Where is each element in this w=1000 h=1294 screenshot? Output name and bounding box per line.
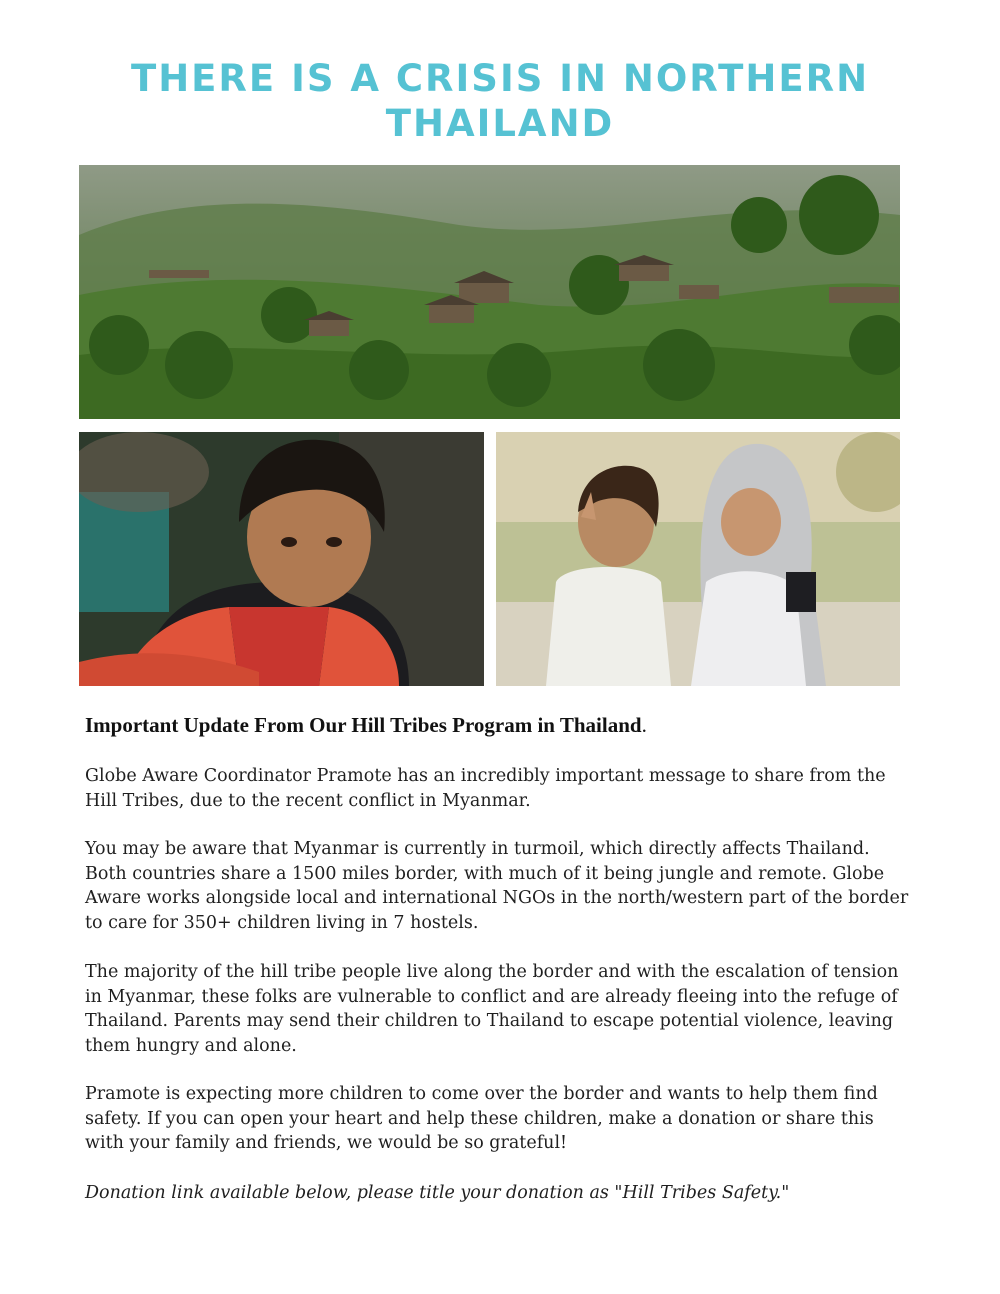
article-heading	[85, 711, 915, 739]
donation-note: Donation link available below, please title your donation as "Hill Tribes Safety."	[85, 1183, 790, 1203]
paragraph-intro: Globe Aware Coordinator Pramote has an incredibly important message to share from the Hill Tribes, due to the recent conflict in Myanmar.	[85, 766, 886, 811]
paragraph-hill-tribe-people: The majority of the hill tribe people live along the border and with the escalation of tension in Myanmar, these folks are vulnerable to conflict and are already fleeing into the refuge of Thailand. Parents may send their children to Thailand to escape potential violence, leaving them hungry and alone.	[85, 962, 899, 1056]
paragraph-myanmar-turmoil: You may be aware that Myanmar is currently in turmoil, which directly affects Thailand. Both countries share a 1500 miles border, with much of it being jungle and remote. Globe Aware works alongside local and international NGOs in the north/western part of the border to care for 350+ children living in 7 hostels.	[85, 839, 909, 933]
boy-with-backpack-photo	[79, 432, 484, 686]
hill-village-landscape-photo	[79, 165, 900, 419]
page-title: THERE IS A CRISIS IN NORTHERN THAILAND	[130, 57, 870, 145]
two-children-peace-sign-photo	[496, 432, 900, 686]
article-heading-period: .	[641, 713, 647, 737]
paragraph-call-to-action: Pramote is expecting more children to come over the border and wants to help them find safety. If you can open your heart and help these children, make a donation or share this with your family and friends, we would be so grateful!	[85, 1084, 878, 1153]
article-heading-text: Important Update From Our Hill Tribes Program in Thailand	[85, 713, 642, 737]
